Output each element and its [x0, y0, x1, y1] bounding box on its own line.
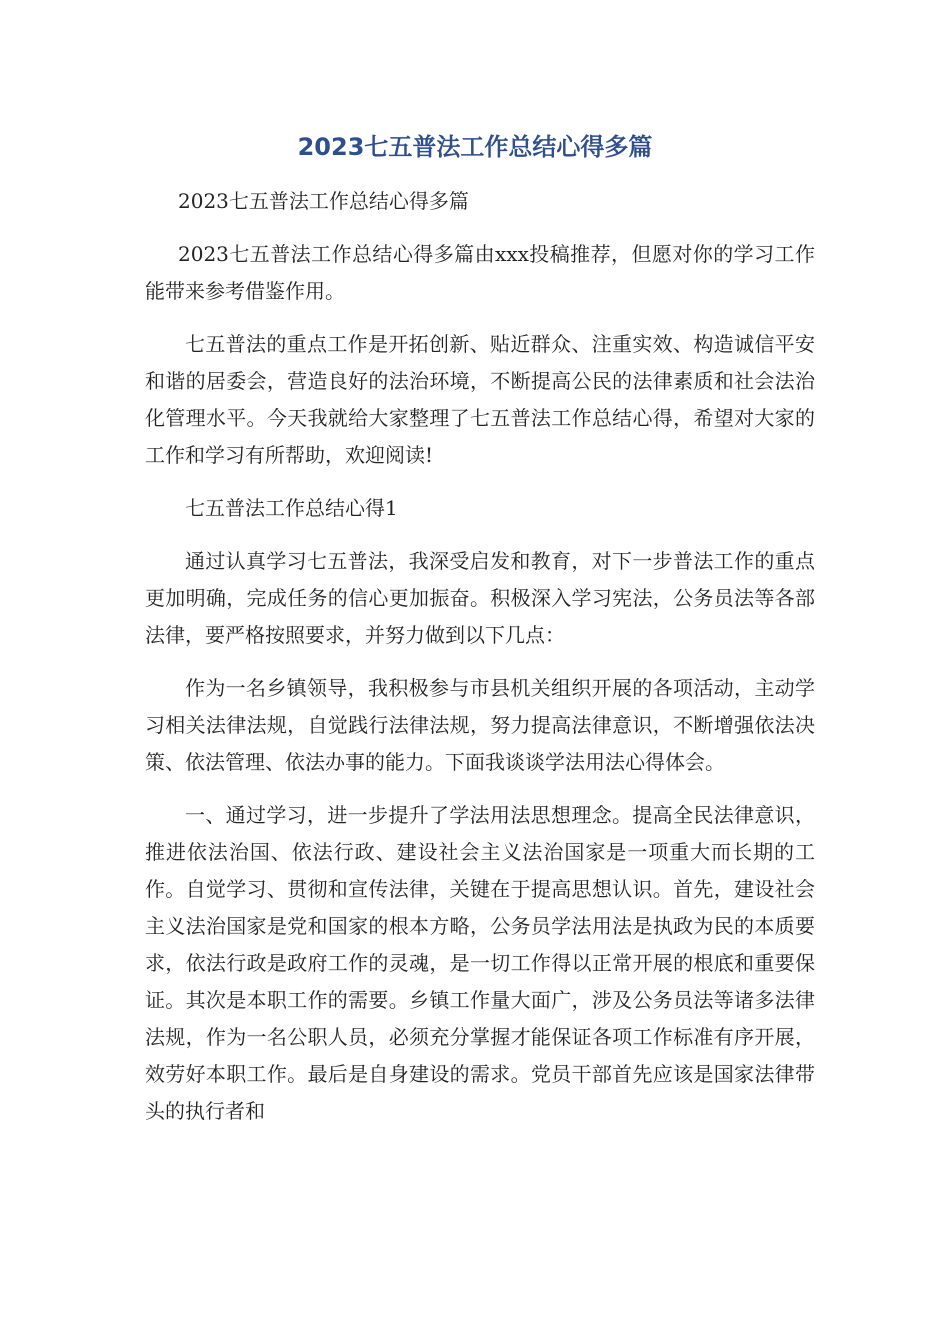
body-paragraph: 一、通过学习，进一步提升了学法用法思想理念。提高全民法律意识，推进依法治国、依法行政、建设社会主义法治国家是一项重大而长期的工作。自觉学习、贯彻和宣传法律，关键在于提高思想认识。首先，建设社会主义法治国家是党和国家的根本方略，公务员学法用法是执政为民的本质要求，依法行政是政府工作的灵魂，是一切工作得以正常开展的根底和重要保证。其次是本职工作的需要。乡镇工作量大面广，涉及公务员法等诸多法律法规，作为一名公职人员，必须充分掌握才能保证各项工作标准有序开展，效劳好本职工作。最后是自身建设的需求。党员干部首先应该是国家法律带头的执行者和 — [145, 803, 815, 1123]
body-paragraph: 作为一名乡镇领导，我积极参与市县机关组织开展的各项活动，主动学习相关法律法规，自觉践行法律法规，努力提高法律意识，不断增强依法决策、依法管理、依法办事的能力。下面我谈谈学法用法心得体会。 — [145, 676, 815, 774]
document-body — [145, 183, 815, 1146]
section-heading: 七五普法工作总结心得1 — [185, 496, 398, 520]
intro-paragraph: 2023七五普法工作总结心得多篇由xxx投稿推荐，但愿对你的学习工作能带来参考借鉴作用。 — [145, 242, 815, 303]
document-title: 2023七五普法工作总结心得多篇 — [297, 133, 653, 161]
body-paragraph: 通过认真学习七五普法，我深受启发和教育，对下一步普法工作的重点更加明确，完成任务的信心更加振奋。积极深入学习宪法，公务员法等各部法律，要严格按照要求，并努力做到以下几点： — [145, 549, 815, 647]
subtitle-paragraph: 2023七五普法工作总结心得多篇 — [178, 189, 469, 213]
summary-paragraph: 七五普法的重点工作是开拓创新、贴近群众、注重实效、构造诚信平安和谐的居委会，营造良好的法治环境，不断提高公民的法律素质和社会法治化管理水平。今天我就给大家整理了七五普法工作总结心得，希望对大家的工作和学习有所帮助，欢迎阅读! — [145, 332, 815, 467]
